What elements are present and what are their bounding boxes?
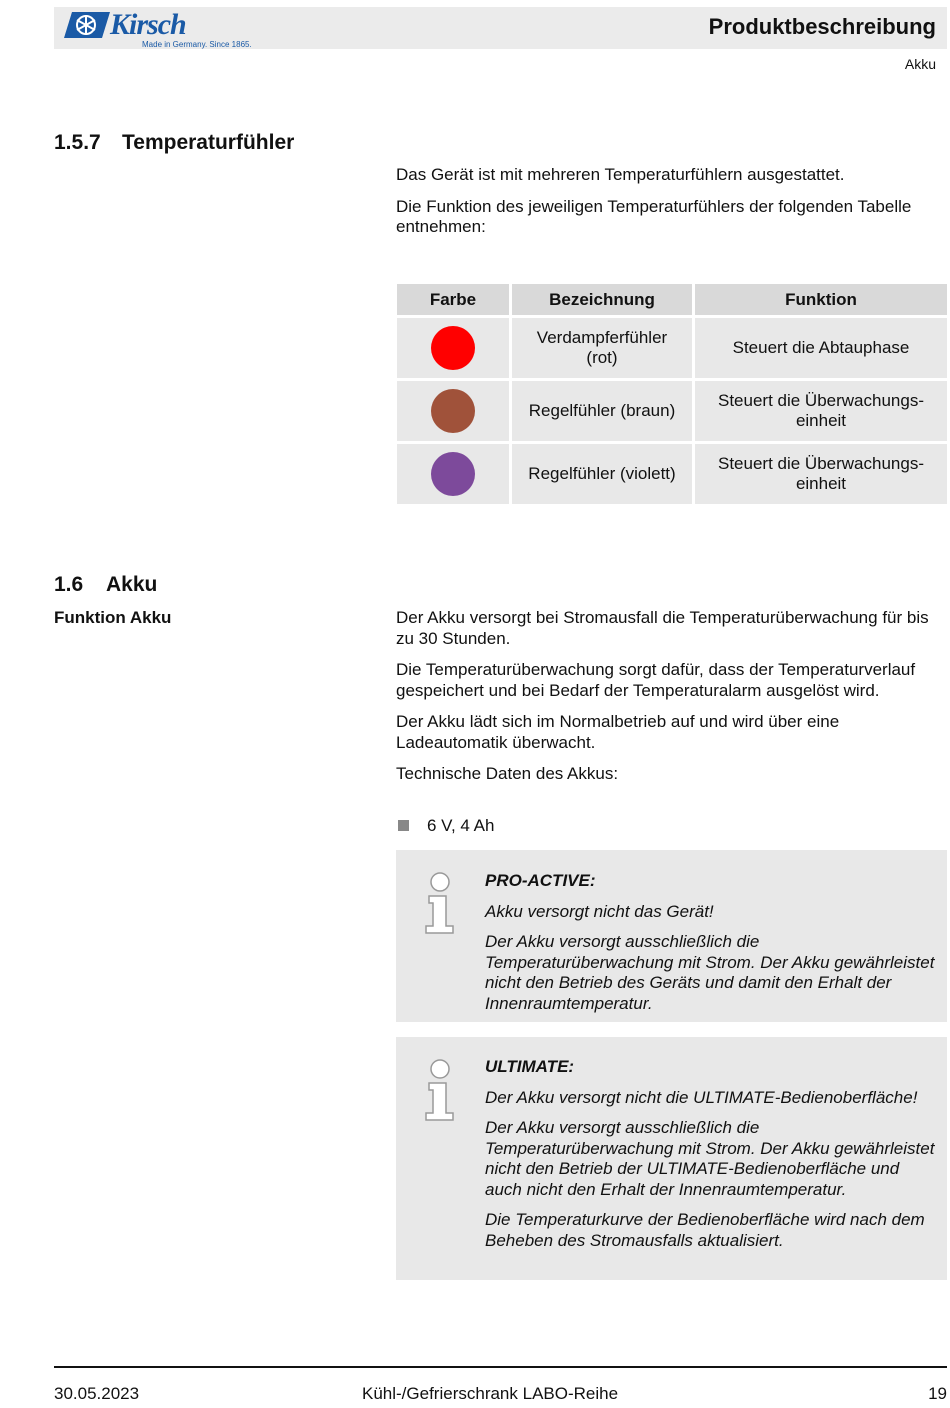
table-cell-function: Steuert die Überwachungs-einheit [695,444,947,504]
table-cell-color [397,444,509,504]
table-header-cell: Bezeichnung [512,284,692,315]
table-cell-color [397,381,509,441]
paragraph: Die Funktion des jeweiligen Temperaturfühlers der folgenden Tabelle entnehmen: [396,196,912,236]
note-title: PRO-ACTIVE: [485,871,596,890]
brand-tagline: Made in Germany. Since 1865. [142,40,252,49]
violet-dot-icon [431,452,475,496]
info-icon [420,1057,460,1123]
header-title: Produktbeschreibung [708,14,936,39]
brand-logo [64,8,254,50]
note-line: Akku versorgt nicht das Gerät! [485,901,714,921]
header-subtitle: Akku [904,56,936,72]
brown-dot-icon [431,389,475,433]
note-line: Die Temperaturkurve der Bedienoberfläche wird nach dem Beheben des Stromausfalls aktualisiert. [485,1210,925,1250]
section-title: Temperaturfühler [122,131,295,154]
side-label: Funktion Akku [54,608,172,627]
paragraph: Das Gerät ist mit mehreren Temperaturfühlern ausgestattet. [396,165,845,184]
section-16-body [396,608,936,796]
paragraph: Der Akku versorgt bei Stromausfall die Temperaturüberwachung für bis zu 30 Stunden. [396,608,929,648]
note-box-pro-active [396,850,947,1022]
section-number: 1.6 [54,573,84,596]
table-cell-color [397,318,509,378]
note-line: Der Akku versorgt nicht die ULTIMATE-Bedienoberfläche! [485,1087,918,1107]
table-header-cell: Funktion [695,284,947,315]
note-box-ultimate [396,1037,947,1280]
section-157-body [396,165,936,249]
footer-product: Kühl-/Gefrierschrank LABO-Reihe [362,1384,619,1403]
table-cell-name: Regelfühler (braun) [512,381,692,441]
note-title: ULTIMATE: [485,1057,575,1076]
square-bullet-icon [398,820,409,831]
note-line: Der Akku versorgt ausschließlich die Temperaturüberwachung mit Strom. Der Akku gewährleistet nicht den Betrieb der ULTIMATE-Bedienoberfläche und auch nicht den Erhalt der Innenraumtemperatur. [485,1118,935,1199]
note-line: Der Akku versorgt ausschließlich die Temperaturüberwachung mit Strom. Der Akku gewährleistet nicht den Betrieb des Geräts und damit den Erhalt der Innenraumtemperatur. [485,932,935,1013]
paragraph: Die Temperaturüberwachung sorgt dafür, dass der Temperaturverlauf gespeichert und bei Bedarf der Temperaturalarm ausgelöst wird. [396,660,916,700]
bullet-text: 6 V, 4 Ah [427,816,495,835]
footer-date: 30.05.2023 [54,1384,140,1403]
table-cell-function: Steuert die Überwachungs-einheit [695,381,947,441]
note-text [485,1057,935,1261]
table-header-cell: Farbe [397,284,509,315]
kirsch-logo-icon [64,10,110,40]
section-heading-16 [54,573,158,597]
section-heading-157 [54,131,295,155]
section-title: Akku [106,573,158,596]
paragraph: Der Akku lädt sich im Normalbetrieb auf und wird über eine Ladeautomatik überwacht. [396,712,840,752]
table-cell-name: Regelfühler (violett) [512,444,692,504]
info-icon [420,870,460,936]
section-number: 1.5.7 [54,131,101,154]
brand-name: Kirsch [110,8,186,41]
footer-rule [54,1366,947,1368]
table-cell-name: Verdampferfühler (rot) [512,318,692,378]
note-text [485,871,935,1024]
paragraph: Technische Daten des Akkus: [396,764,619,783]
footer-page-number: 19 [928,1384,947,1403]
red-dot-icon [431,326,475,370]
table-cell-function: Steuert die Abtauphase [695,318,947,378]
